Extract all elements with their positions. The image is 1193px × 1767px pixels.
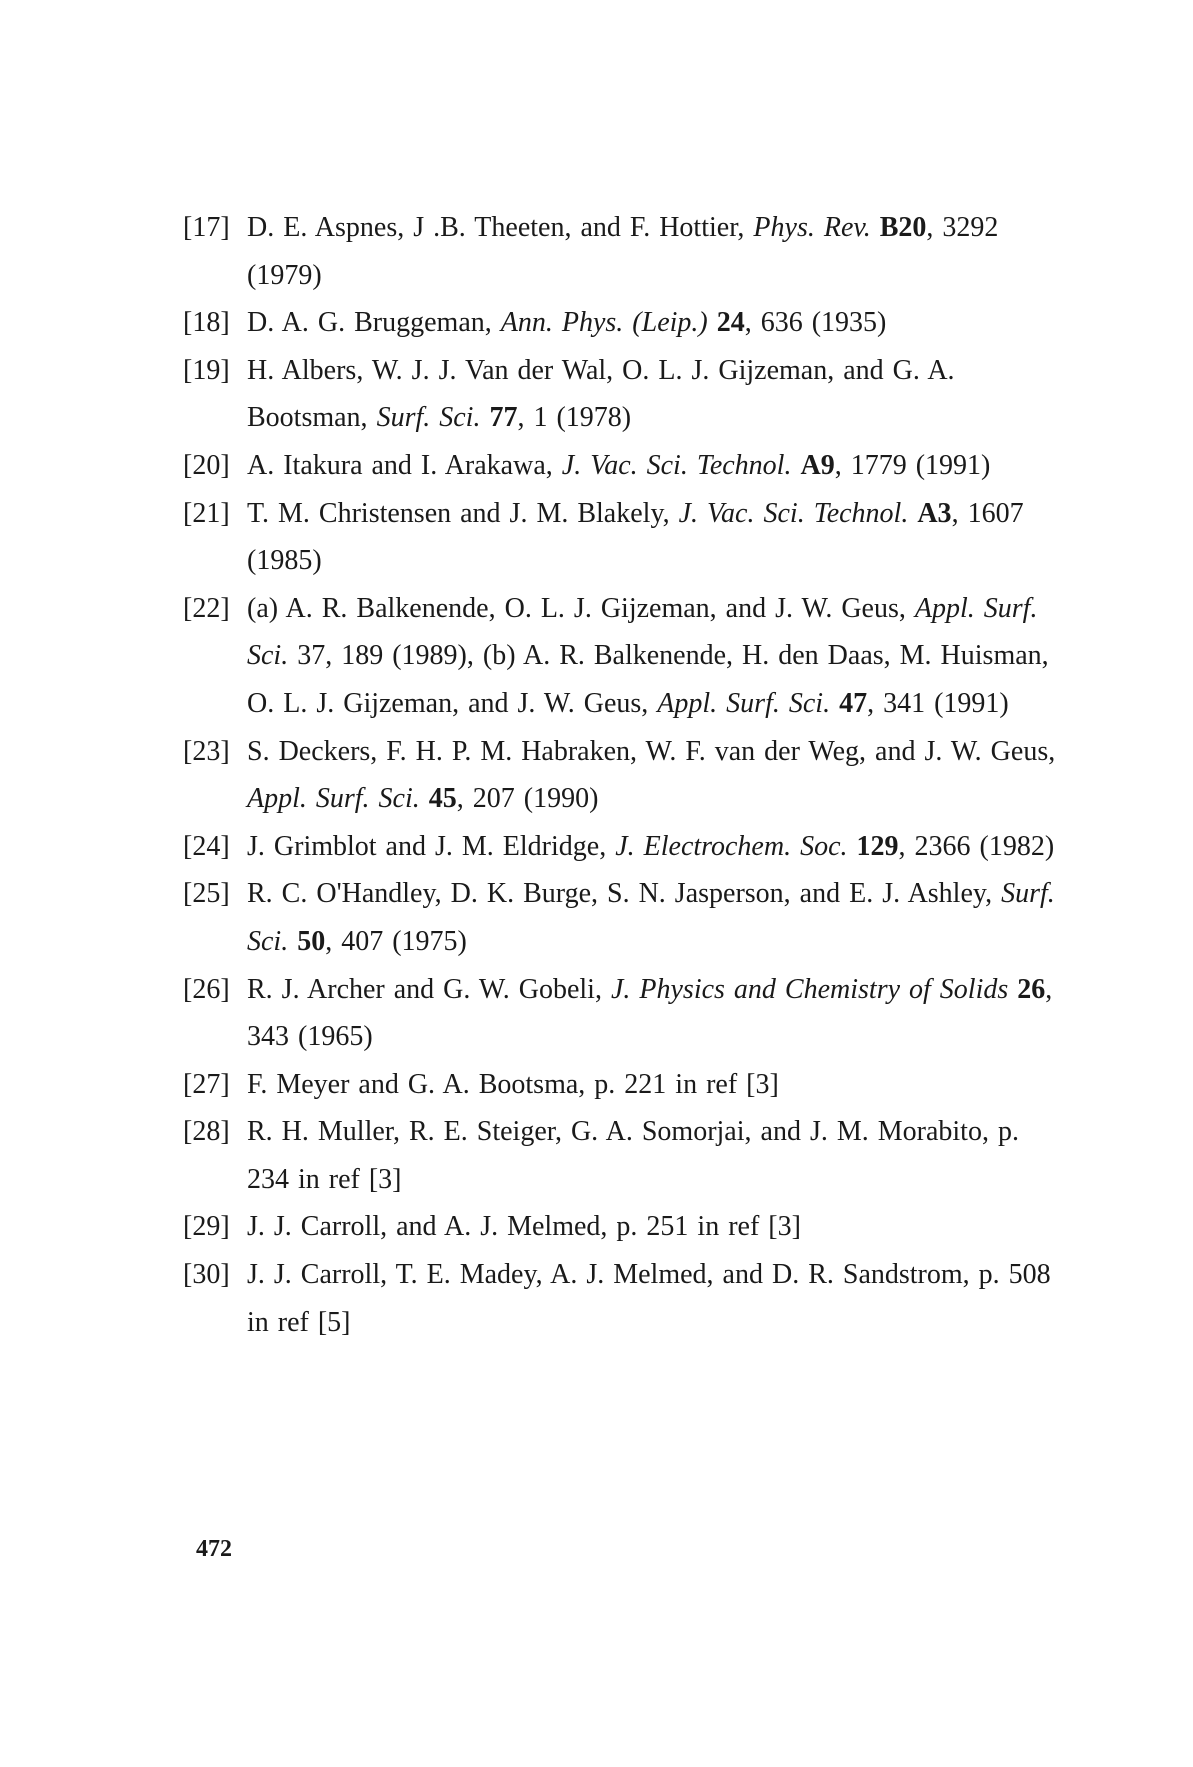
citation-text: , 1779 (1991) (834, 449, 991, 481)
citation-text: , 2366 (1982) (898, 830, 1055, 862)
volume-number: 129 (856, 830, 899, 862)
journal-name: Surf. Sci. (247, 878, 1055, 957)
reference-number: [27] (183, 1068, 230, 1100)
reference-text (247, 1116, 1019, 1195)
reference-text (247, 1211, 801, 1242)
reference-number: [24] (183, 830, 230, 862)
citation-text (1008, 974, 1017, 1005)
reference-item (183, 1061, 1063, 1109)
reference-number: [21] (183, 497, 230, 529)
reference-item (183, 204, 1063, 299)
citation-text: 37, 189 (1989), (b) A. R. Balkenende, H. den Daas, M. Huisman, O. L. J. Gijzeman, and J. W. Geus, (247, 640, 1049, 719)
reference-number: [18] (183, 307, 230, 339)
reference-text (247, 593, 1049, 719)
citation-text (908, 498, 917, 529)
reference-item (183, 347, 1063, 442)
journal-name: Surf. Sci. (376, 402, 481, 434)
reference-item (183, 728, 1063, 823)
journal-name: J. Vac. Sci. Technol. (561, 449, 792, 481)
citation-text: J. J. Carroll, T. E. Madey, A. J. Melmed, and D. R. Sandstrom, p. 508 in ref [5] (247, 1259, 1051, 1338)
citation-text: R. H. Muller, R. E. Steiger, G. A. Somorjai, and J. M. Morabito, p. 234 in ref [3] (247, 1116, 1019, 1195)
citation-text: S. Deckers, F. H. P. M. Habraken, W. F. van der Weg, and J. W. Geus, (247, 735, 1056, 767)
reference-item (183, 1108, 1063, 1203)
reference-item (183, 1203, 1063, 1251)
reference-item (183, 1251, 1063, 1346)
citation-text: T. M. Christensen and J. M. Blakely, (247, 497, 679, 529)
volume-number: 50 (297, 925, 326, 957)
reference-item (183, 442, 1063, 490)
reference-item (183, 966, 1063, 1061)
reference-number: [30] (183, 1259, 230, 1291)
reference-text (247, 878, 1055, 957)
citation-text (848, 831, 857, 862)
citation-text: , 636 (1935) (744, 307, 887, 339)
citation-text (871, 212, 880, 243)
volume-number: 47 (839, 687, 868, 719)
citation-text: , 407 (1975) (325, 925, 467, 957)
journal-name: J. Electrochem. Soc. (615, 830, 848, 862)
volume-number: 24 (716, 307, 745, 339)
citation-text: R. C. O'Handley, D. K. Burge, S. N. Jasperson, and E. J. Ashley, (247, 878, 1002, 910)
journal-name: Phys. Rev. (753, 212, 871, 243)
citation-text: , 341 (1991) (867, 687, 1009, 719)
reference-number: [26] (183, 973, 230, 1005)
citation-text (708, 307, 717, 338)
reference-text (247, 736, 1055, 815)
journal-name: Appl. Surf. Sci. (247, 592, 1038, 672)
reference-item (183, 870, 1063, 965)
reference-text (247, 212, 998, 291)
citation-text: , 1 (1978) (517, 402, 632, 434)
reference-list (183, 204, 1063, 1346)
citation-text: F. Meyer and G. A. Bootsma, p. 221 in ref [3] (247, 1068, 779, 1100)
reference-text (247, 450, 990, 481)
reference-number: [17] (183, 212, 230, 243)
page-number: 472 (196, 1536, 232, 1562)
citation-text: , 1607 (1985) (247, 497, 1024, 577)
citation-text: A. Itakura and I. Arakawa, (247, 449, 562, 481)
volume-number: 26 (1017, 973, 1046, 1005)
volume-number: B20 (879, 212, 927, 243)
journal-name: Appl. Surf. Sci. (657, 687, 831, 719)
journal-name: Ann. Phys. (Leip.) (500, 307, 708, 339)
reference-item (183, 585, 1063, 728)
reference-text (247, 1259, 1051, 1338)
citation-text: , 3292 (1979) (247, 212, 999, 291)
reference-text (247, 307, 886, 338)
citation-text: H. Albers, W. J. J. Van der Wal, O. L. J. Gijzeman, and G. A. Bootsman, (247, 354, 955, 434)
citation-text: D. E. Aspnes, J .B. Theeten, and F. Hottier, (247, 212, 754, 243)
volume-number: 77 (489, 402, 518, 434)
reference-text (247, 831, 1054, 862)
reference-item (183, 490, 1063, 585)
reference-number: [20] (183, 449, 230, 481)
citation-text: J. J. Carroll, and A. J. Melmed, p. 251 in ref [3] (247, 1211, 801, 1243)
reference-text (247, 498, 1024, 577)
reference-text (247, 1069, 779, 1100)
reference-text (247, 355, 955, 434)
reference-number: [19] (183, 354, 230, 386)
reference-number: [28] (183, 1116, 230, 1148)
reference-item (183, 823, 1063, 871)
citation-text: , 343 (1965) (247, 973, 1053, 1053)
citation-text: R. J. Archer and G. W. Gobeli, (247, 973, 611, 1005)
reference-text (247, 974, 1052, 1053)
journal-name: J. Vac. Sci. Technol. (678, 497, 909, 529)
volume-number: A3 (917, 497, 952, 529)
citation-text (420, 783, 429, 814)
citation-text: (a) A. R. Balkenende, O. L. J. Gijzeman, and J. W. Geus, (247, 592, 915, 624)
citation-text: D. A. G. Bruggeman, (247, 307, 501, 339)
reference-number: [25] (183, 878, 230, 910)
citation-text (288, 926, 297, 957)
citation-text (830, 688, 839, 719)
reference-number: [29] (183, 1211, 230, 1243)
reference-item (183, 299, 1063, 347)
volume-number: A9 (800, 449, 835, 481)
citation-text: J. Grimblot and J. M. Eldridge, (247, 830, 616, 862)
reference-number: [23] (183, 735, 230, 767)
reference-number: [22] (183, 592, 230, 624)
volume-number: 45 (428, 783, 457, 815)
journal-name: J. Physics and Chemistry of Solids (610, 973, 1009, 1005)
citation-text: , 207 (1990) (456, 783, 599, 815)
journal-name: Appl. Surf. Sci. (247, 783, 420, 815)
